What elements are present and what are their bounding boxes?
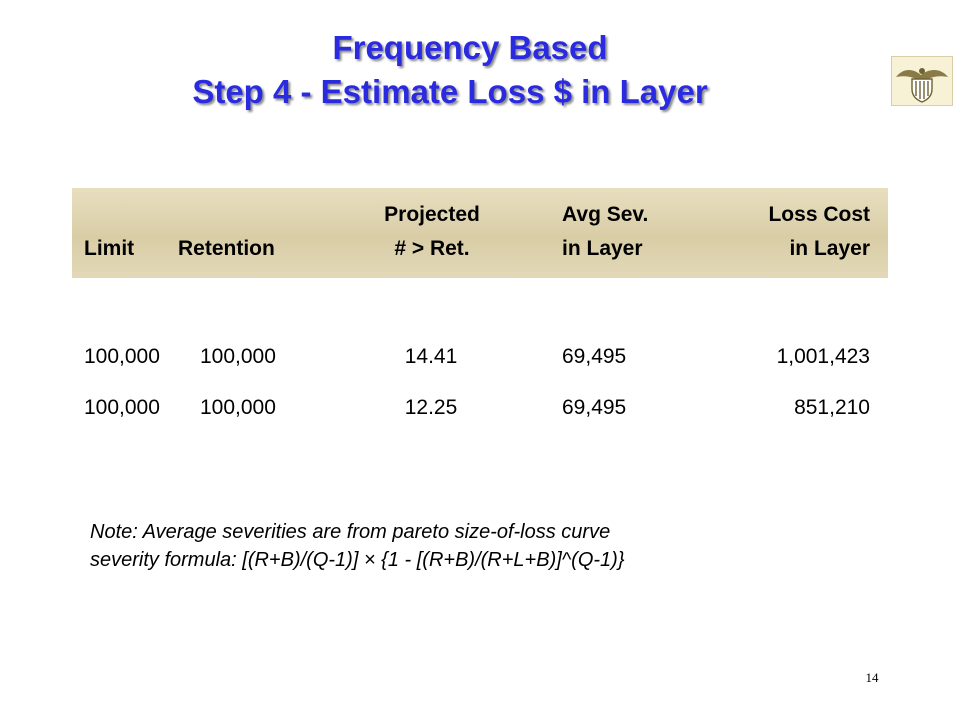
note-line-1: Note: Average severities are from pareto size-of-loss curve <box>90 521 611 543</box>
eagle-shield-crest-icon <box>891 56 953 106</box>
title-line-2: Step 4 - Estimate Loss $ in Layer <box>192 73 708 110</box>
cell-avg-sev: 69,495 <box>562 345 627 368</box>
cell-avg-sev: 69,495 <box>562 396 627 419</box>
cell-projected: 12.25 <box>404 396 458 419</box>
title-line-1: Frequency Based <box>332 29 608 66</box>
header-loss-cost <box>736 198 870 266</box>
header-avg-line2: in Layer <box>562 237 643 260</box>
cell-projected: 14.41 <box>404 345 458 368</box>
header-avg-sev <box>562 198 682 266</box>
cell-limit: 100,000 <box>84 345 160 368</box>
cell-limit: 100,000 <box>84 396 160 419</box>
table-row <box>0 393 960 423</box>
header-projected <box>362 198 502 266</box>
header-projected-line2: # > Ret. <box>394 237 470 260</box>
header-projected-line1: Projected <box>384 203 480 226</box>
header-limit <box>84 232 164 266</box>
cell-retention: 100,000 <box>200 345 276 368</box>
slide-title <box>0 26 960 114</box>
header-avg-line1: Avg Sev. <box>562 203 649 226</box>
header-limit-label: Limit <box>84 237 135 260</box>
header-loss-line1: Loss Cost <box>768 203 870 226</box>
cell-loss-cost: 1,001,423 <box>776 345 870 368</box>
header-retention <box>178 232 308 266</box>
table-row <box>0 342 960 372</box>
header-loss-line2: in Layer <box>789 237 870 260</box>
severity-note <box>90 518 910 574</box>
note-line-2: severity formula: [(R+B)/(Q-1)] × {1 - [(R+B)/(R+L+B)]^(Q-1)} <box>90 549 625 571</box>
page-number: 14 <box>865 670 879 685</box>
header-retention-label: Retention <box>178 237 275 260</box>
cell-retention: 100,000 <box>200 396 276 419</box>
cell-loss-cost: 851,210 <box>794 396 870 419</box>
